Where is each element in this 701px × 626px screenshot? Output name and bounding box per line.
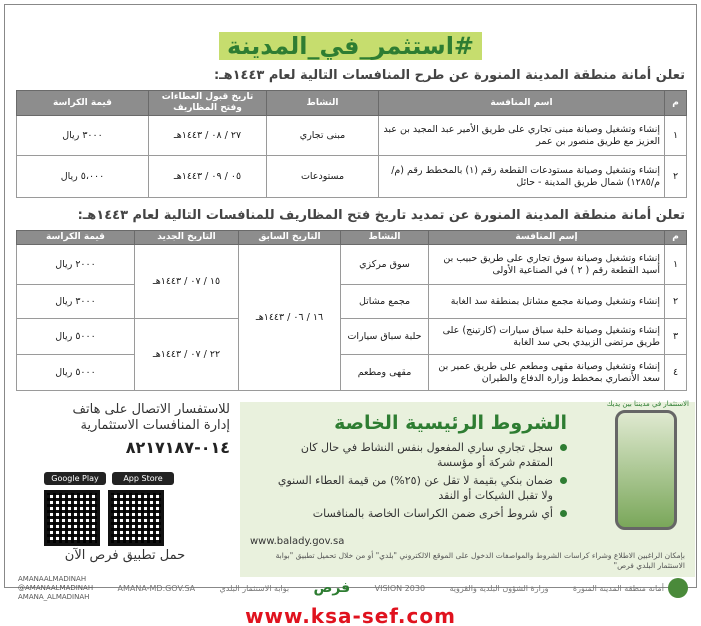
row-number: ٤ <box>665 355 687 391</box>
row-number: ٢ <box>665 156 687 198</box>
furas-logo: فرص <box>313 580 351 596</box>
conditions-footnote: بإمكان الراغبين الاطلاع وشراء كراسات الشروط والمواصفات الدخول على الموقع الالكتروني "بلدي" أو من خلال تحميل تطبيق "بوابة الاستثمار البلدي فرص" <box>275 551 685 570</box>
social-handle[interactable]: AMANA_ALMADINAH <box>18 592 90 601</box>
tender-price: ٣٠٠٠ ريال <box>17 285 135 319</box>
phone-caption: الاستثمار في مدينتا بين يديك <box>606 400 689 408</box>
new-date-1: ١٥ / ٠٧ / ١٤٤٣هـ <box>135 245 239 319</box>
row-number: ١ <box>665 245 687 285</box>
qr-code-icon[interactable] <box>44 490 100 546</box>
col-new-date: التاريخ الجديد <box>135 231 239 245</box>
table-row <box>17 156 687 198</box>
social-handle[interactable]: @AMANAALMADINAH <box>18 583 94 592</box>
app-tagline: حمل تطبيق فرص الآن <box>64 548 186 563</box>
qr-codes <box>44 490 174 546</box>
tender-activity: مقهى ومطعم <box>341 355 429 391</box>
conditions-title: الشروط الرئيسية الخاصة <box>334 412 567 434</box>
tender-name: إنشاء وتشغيل وصيانة مجمع مشاتل بمنطقة سد الغابة <box>429 285 665 319</box>
col-name: إسم المنافسة <box>429 231 665 245</box>
ministry-logo: وزارة الشؤون البلدية والقروية <box>449 583 549 593</box>
store-buttons <box>44 472 174 485</box>
tender-date: ٠٥ / ٠٩ / ١٤٤٣هـ <box>149 156 267 198</box>
col-activity: النشاط <box>267 91 379 116</box>
table-row <box>17 355 687 391</box>
tender-activity: حلبة سباق سيارات <box>341 319 429 355</box>
table-row <box>17 285 687 319</box>
conditions-list <box>267 440 567 524</box>
col-price: قيمة الكراسة <box>17 231 135 245</box>
row-number: ٣ <box>665 319 687 355</box>
qr-code-icon[interactable] <box>108 490 164 546</box>
col-no: م <box>665 91 687 116</box>
tender-activity: مستودعات <box>267 156 379 198</box>
phone-mockup-icon <box>615 410 677 530</box>
table-row <box>17 319 687 355</box>
tender-activity: مبنى تجاري <box>267 116 379 156</box>
amana-name: أمانة منطقة المدينة المنورة <box>572 583 664 593</box>
social-handle[interactable]: AMANAALMADINAH <box>18 574 87 583</box>
tender-date: ٢٧ / ٠٨ / ١٤٤٣هـ <box>149 116 267 156</box>
previous-date: ١٦ / ٠٦ / ١٤٤٣هـ <box>239 245 341 391</box>
google-play-button[interactable]: Google Play <box>44 472 106 485</box>
table-row <box>17 116 687 156</box>
conditions-panel <box>240 402 695 577</box>
tender-name: إنشاء وتشغيل وصيانة سوق تجاري على طريق حبيب بن أسيد القطعة رقم ( ٢ ) في الصناعية الأولى <box>429 245 665 285</box>
amana-emblem-icon <box>668 578 688 598</box>
col-prev-date: التاريخ السابق <box>239 231 341 245</box>
col-no: م <box>665 231 687 245</box>
list-item: أي شروط أخرى ضمن الكراسات الخاصة بالمنافسات <box>267 506 567 521</box>
tender-activity: سوق مركزي <box>341 245 429 285</box>
amana-site-link[interactable]: AMANA-MD.GOV.SA <box>117 583 196 593</box>
section2-title: تعلن أمانة منطقة المدينة المنورة عن تمديد تاريخ فتح المظاريف للمنافسات التالية لعام ١٤٤٣هـ: <box>77 208 685 223</box>
portal-logo: بوابة الاستثمار البلدي <box>219 583 290 593</box>
tender-price: ٥،٠٠٠ ريال <box>17 156 149 198</box>
website-link[interactable]: www.balady.gov.sa <box>250 536 345 547</box>
vision-logo: VISION 2030 <box>374 583 426 593</box>
list-item: ضمان بنكي بقيمة لا تقل عن (٢٥%) من قيمة العطاء السنوي ولا تقبل الشيكات أو النقد <box>267 473 567 503</box>
app-store-button[interactable]: App Store <box>112 472 174 485</box>
tender-price: ٢٠٠٠ ريال <box>17 245 135 285</box>
col-date: تاريخ قبول العطاءات وفتح المظاريف <box>149 91 267 116</box>
tender-name: إنشاء وتشغيل وصيانة مستودعات القطعة رقم (١) بالمخطط رقم (م/م/١٢٨٥) شمال طريق المدينة - حائل <box>379 156 665 198</box>
tender-name: إنشاء وتشغيل وصيانة مقهى ومطعم على طريق عمير بن سعد الأنصاري بمخطط وزارة الدفاع والطيران <box>429 355 665 391</box>
tender-name: إنشاء وتشغيل وصيانة حلبة سباق سيارات (كارتينج) على طريق مرتضى الزبيدي بحي سد الغابة <box>429 319 665 355</box>
tender-price: ٥٠٠٠ ريال <box>17 319 135 355</box>
contact-line-1: للاستفسار الاتصال على هاتف <box>72 402 230 417</box>
amana-logo <box>573 578 688 598</box>
hashtag-banner <box>0 32 701 60</box>
social-handles <box>18 575 93 602</box>
table-row <box>17 245 687 285</box>
tender-name: إنشاء وتشغيل وصيانة مبنى تجاري على طريق الأمير عبد المجيد بن عبد العزيز مع طريق منصور بن عمر <box>379 116 665 156</box>
contact-panel <box>20 402 230 577</box>
phone-number[interactable]: ٠١٤-٨٢١٧١٨٧ <box>125 438 230 457</box>
watermark: www.ksa-sef.com <box>245 604 456 626</box>
col-name: اسم المنافسة <box>379 91 665 116</box>
hashtag-text: #استثمر_في_المدينة <box>219 32 482 60</box>
section1-title: تعلن أمانة منطقة المدينة المنورة عن طرح المنافسات التالية لعام ١٤٤٣هـ: <box>213 68 685 83</box>
col-price: قيمة الكراسة <box>17 91 149 116</box>
tender-activity: مجمع مشاتل <box>341 285 429 319</box>
list-item: سجل تجاري ساري المفعول بنفس النشاط في حال كان المتقدم شركة أو مؤسسة <box>267 440 567 470</box>
tender-price: ٥٠٠٠ ريال <box>17 355 135 391</box>
footer-logos <box>18 572 688 604</box>
row-number: ٢ <box>665 285 687 319</box>
new-date-2: ٢٢ / ٠٧ / ١٤٤٣هـ <box>135 319 239 391</box>
row-number: ١ <box>665 116 687 156</box>
contact-line-2: إدارة المنافسات الاستثمارية <box>80 418 230 433</box>
extension-table <box>16 230 687 391</box>
col-activity: النشاط <box>341 231 429 245</box>
tenders-table <box>16 90 687 198</box>
tender-price: ٣٠٠٠ ريال <box>17 116 149 156</box>
